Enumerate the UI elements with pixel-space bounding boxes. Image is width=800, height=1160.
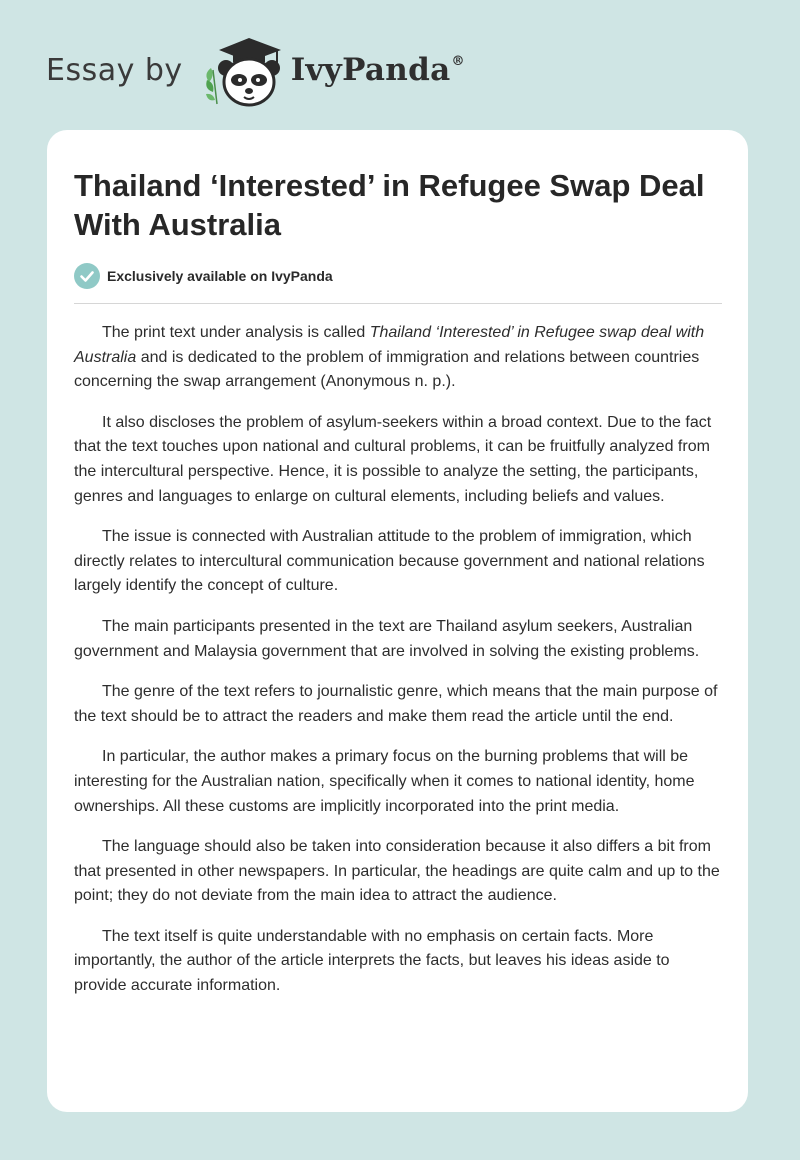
site-header [46, 30, 465, 110]
paragraph [74, 321, 722, 395]
paragraph: The language should also be taken into consideration because it also differs a bit from that presented in other newspapers. In particular, the headings are quite calm and up to the point; they do not deviate from the main idea to attract the audience. [74, 838, 720, 905]
paragraph: The main participants presented in the text are Thailand asylum seekers, Australian government and Malaysia government that are involved in solving the existing problems. [74, 617, 700, 660]
divider [74, 303, 722, 304]
exclusive-label: Exclusively available on IvyPanda [107, 268, 333, 284]
article-card [47, 130, 748, 1112]
article-body [74, 321, 722, 1015]
essay-by-label: Essay by [46, 52, 183, 88]
paragraph: In particular, the author makes a primary focus on the burning problems that will be interesting for the Australian nation, specifically when it comes to national identity, home ownerships. All these customs are implicitly incorporated into the print media. [74, 748, 695, 815]
paragraph-text: and is dedicated to the problem of immigration and relations between countries concerning the swap arrangement (Anonymous n. p.). [74, 348, 700, 391]
paragraph-text: The print text under analysis is called [102, 324, 370, 341]
paragraph: The issue is connected with Australian attitude to the problem of immigration, which directly relates to intercultural communication because government and national relations largely identify the concept of culture. [74, 528, 705, 595]
article-title: Thailand ‘Interested’ in Refugee Swap Deal With Australia [74, 168, 705, 242]
exclusive-badge [74, 263, 333, 289]
registered-mark: ® [451, 54, 465, 69]
paragraph: The text itself is quite understandable with no emphasis on certain facts. More importantly, the author of the article interprets the facts, but leaves his ideas aside to provide accurate information. [74, 927, 670, 995]
paragraph: It also discloses the problem of asylum-seekers within a broad context. Due to the fact that the text touches upon national and cultural problems, it can be fruitfully analyzed from the intercultural perspective. Hence, it is possible to analyze the setting, the participants, genres and languages to enlarge on cultural elements, including beliefs and values. [74, 413, 712, 505]
check-circle-icon [74, 263, 100, 289]
brand-name [291, 52, 465, 88]
brand-label: IvyPanda [290, 52, 451, 88]
article-source-title: Thailand ‘Interested’ in Refugee swap deal with Australia [74, 324, 705, 366]
paragraph: The genre of the text refers to journalistic genre, which means that the main purpose of the text should be to attract the readers and make them read the article until the end. [74, 683, 718, 725]
panda-graduate-icon [199, 30, 287, 110]
